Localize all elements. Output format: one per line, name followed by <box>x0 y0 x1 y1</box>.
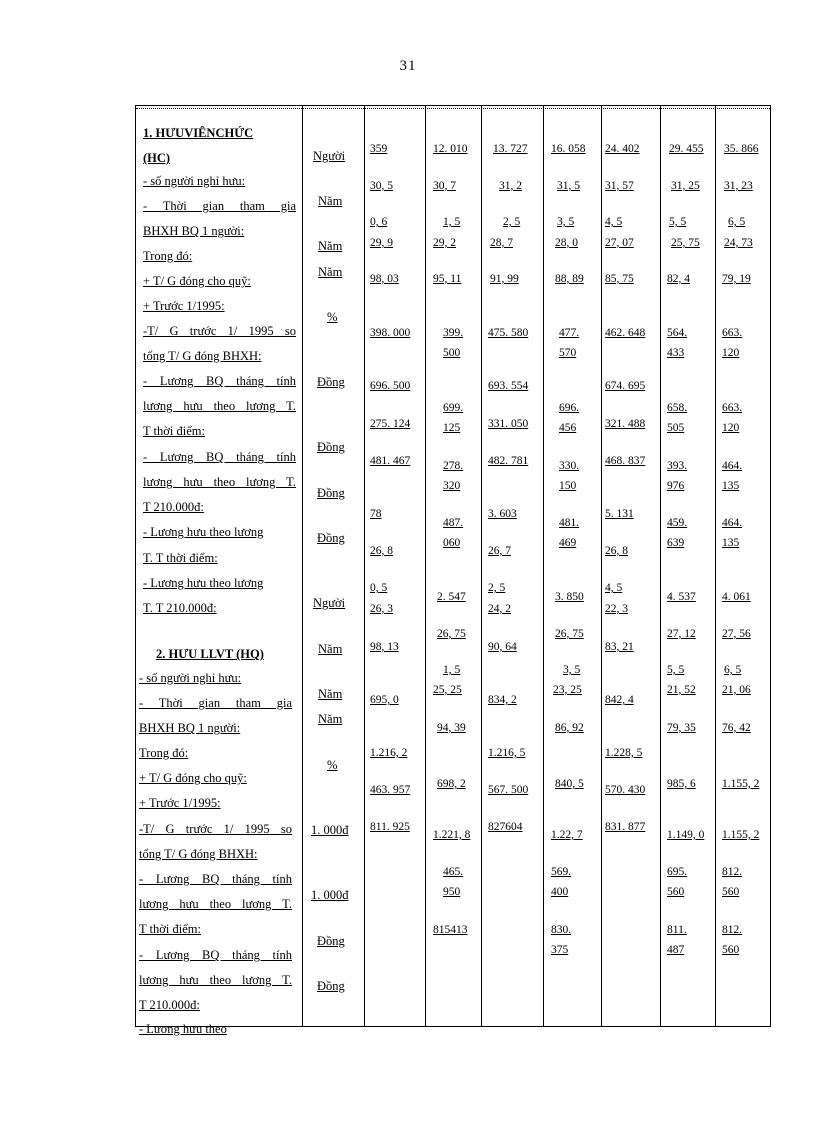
row-label: T 210.000đ: <box>143 500 204 514</box>
table-top-rule <box>136 108 770 109</box>
data-cell: 465. <box>443 866 464 878</box>
data-cell: 827604 <box>488 821 523 833</box>
row-label: - Lương BQ tháng tính <box>143 450 296 464</box>
data-cell: 567. 500 <box>488 784 529 796</box>
data-cell: 5, 5 <box>669 216 687 228</box>
unit-cell: Năm <box>318 712 343 726</box>
unit-cell: Đồng <box>317 375 345 389</box>
data-cell: 95, 11 <box>433 273 462 285</box>
data-cell: 2, 5 <box>503 216 521 228</box>
row-label: Trong đó: <box>139 746 189 760</box>
data-cell: 696. 500 <box>370 380 411 392</box>
row-label: - Lương BQ tháng tính <box>139 948 292 962</box>
data-cell: 150 <box>559 480 577 492</box>
data-cell: 29, 9 <box>370 237 393 249</box>
data-cell: 28, 0 <box>555 237 578 249</box>
data-cell: 13. 727 <box>493 143 528 155</box>
data-cell: 812. <box>722 866 743 878</box>
row-label: BHXH BQ 1 người: <box>143 224 245 238</box>
row-label: -T/ G trước 1/ 1995 so <box>143 324 296 338</box>
data-cell: 26, 3 <box>370 603 393 615</box>
column-divider <box>425 106 426 1026</box>
data-cell: 487 <box>667 944 685 956</box>
unit-cell: Năm <box>318 265 343 279</box>
data-cell: 86, 92 <box>555 722 584 734</box>
data-cell: 505 <box>667 422 685 434</box>
data-cell: 464. <box>722 517 743 529</box>
row-label: T. T thời điểm: <box>143 551 218 565</box>
unit-cell: Năm <box>318 687 343 701</box>
data-cell: 29. 455 <box>669 143 704 155</box>
row-label: - Lương BQ tháng tính <box>139 872 292 886</box>
data-cell: 1, 5 <box>443 216 461 228</box>
row-label: tổng T/ G đóng BHXH: <box>139 847 258 861</box>
data-cell: 375 <box>551 944 569 956</box>
data-cell: 98, 03 <box>370 273 399 285</box>
data-cell: 693. 554 <box>488 380 529 392</box>
data-cell: 698, 2 <box>437 778 466 790</box>
row-label: lương hưu theo lương T. <box>139 897 292 911</box>
column-divider <box>601 106 602 1026</box>
data-cell: 29, 2 <box>433 237 456 249</box>
data-cell: 25, 25 <box>433 684 462 696</box>
row-label-cut: - Lương hưu theo <box>139 1022 227 1036</box>
data-cell: 564. <box>667 327 688 339</box>
data-cell: 90, 64 <box>488 641 517 653</box>
data-cell: 840, 5 <box>555 778 584 790</box>
data-cell: 278. <box>443 460 464 472</box>
data-cell: 135 <box>722 537 740 549</box>
data-cell: 135 <box>722 480 740 492</box>
data-cell: 570. 430 <box>605 784 646 796</box>
data-cell: 400 <box>551 886 569 898</box>
data-cell: 6, 5 <box>724 664 742 676</box>
data-cell: 31, 2 <box>499 180 522 192</box>
unit-cell: Đồng <box>317 531 345 545</box>
row-label: - Lương hưu theo lương <box>143 525 264 539</box>
data-cell: 24, 2 <box>488 603 511 615</box>
unit-cell: 1. 000đ <box>311 888 349 902</box>
data-cell: 976 <box>667 480 685 492</box>
column-divider <box>481 106 482 1026</box>
data-cell: 25, 75 <box>671 237 700 249</box>
column-divider <box>543 106 544 1026</box>
data-cell: 30, 5 <box>370 180 393 192</box>
data-cell: 811. <box>667 924 687 936</box>
row-label: - Thời gian tham gia <box>139 696 292 710</box>
data-cell: 120 <box>722 422 740 434</box>
data-cell: 482. 781 <box>488 455 529 467</box>
data-cell: 456 <box>559 422 577 434</box>
data-cell: 76, 42 <box>722 722 751 734</box>
data-cell: 30, 7 <box>433 180 456 192</box>
data-cell: 5, 5 <box>667 664 685 676</box>
row-label: - Lương hưu theo lương <box>143 576 264 590</box>
row-label: + T/ G đóng cho quỹ: <box>139 771 247 785</box>
data-cell: 399. <box>443 327 464 339</box>
data-cell: 16. 058 <box>551 143 586 155</box>
data-cell: 27, 12 <box>667 628 696 640</box>
data-cell: 695, 0 <box>370 694 399 706</box>
row-label: -T/ G trước 1/ 1995 so <box>139 822 292 836</box>
data-cell: 481. <box>559 517 580 529</box>
data-cell: 321. 488 <box>605 418 646 430</box>
data-cell: 699. <box>443 402 464 414</box>
unit-cell: Đồng <box>317 934 345 948</box>
data-cell: 060 <box>443 537 461 549</box>
data-cell: 35. 866 <box>724 143 759 155</box>
section-heading-abbr: (HC) <box>143 151 171 165</box>
data-cell: 4. 537 <box>667 591 696 603</box>
data-cell: 815413 <box>433 924 468 936</box>
data-cell: 94, 39 <box>437 722 466 734</box>
data-cell: 830. <box>551 924 572 936</box>
unit-cell: % <box>327 310 338 324</box>
data-cell: 834, 2 <box>488 694 517 706</box>
data-cell: 26, 7 <box>488 545 511 557</box>
row-label: T. T 210.000đ: <box>143 601 217 615</box>
section-heading: 1. HƯUVIÊNCHỨC <box>143 126 254 140</box>
data-cell: 125 <box>443 422 461 434</box>
row-label: - số người nghỉ hưu: <box>139 671 242 685</box>
data-cell: 468. 837 <box>605 455 646 467</box>
data-cell: 26, 75 <box>555 628 584 640</box>
data-cell: 1, 5 <box>443 664 461 676</box>
data-cell: 393. <box>667 460 688 472</box>
data-cell: 320 <box>443 480 461 492</box>
data-cell: 91, 99 <box>490 273 519 285</box>
row-label: - Lương BQ tháng tính <box>143 374 296 388</box>
data-cell: 985, 6 <box>667 778 696 790</box>
data-cell: 275. 124 <box>370 418 411 430</box>
data-cell: 2, 5 <box>488 582 506 594</box>
data-cell: 1.22, 7 <box>551 829 583 841</box>
section-heading: 2. HƯU LLVT (HQ) <box>156 647 264 661</box>
data-cell: 464. <box>722 460 743 472</box>
data-cell: 12. 010 <box>433 143 468 155</box>
data-cell: 26, 8 <box>605 545 628 557</box>
unit-cell: % <box>327 758 338 772</box>
data-cell: 83, 21 <box>605 641 634 653</box>
data-cell: 78 <box>370 508 382 520</box>
row-label: T thời điểm: <box>139 922 201 936</box>
row-label: lương hưu theo lương T. <box>143 475 296 489</box>
data-cell: 82, 4 <box>667 273 690 285</box>
data-cell: 4, 5 <box>605 582 623 594</box>
data-cell: 560 <box>722 944 740 956</box>
data-cell: 27, 56 <box>722 628 751 640</box>
data-cell: 560 <box>667 886 685 898</box>
data-cell: 359 <box>370 143 388 155</box>
data-cell: 31, 25 <box>671 180 700 192</box>
data-cell: 2. 547 <box>437 591 466 603</box>
unit-cell: Năm <box>318 642 343 656</box>
data-cell: 570 <box>559 347 577 359</box>
data-cell: 463. 957 <box>370 784 411 796</box>
column-divider <box>660 106 661 1026</box>
data-cell: 85, 75 <box>605 273 634 285</box>
data-cell: 88, 89 <box>555 273 584 285</box>
data-cell: 24. 402 <box>605 143 640 155</box>
data-cell: 26, 8 <box>370 545 393 557</box>
data-cell: 663. <box>722 402 743 414</box>
row-label: T 210.000đ: <box>139 998 200 1012</box>
row-label: lương hưu theo lương T. <box>143 399 296 413</box>
data-cell: 331. 050 <box>488 418 529 430</box>
data-cell: 1.228, 5 <box>605 747 643 759</box>
data-cell: 950 <box>443 886 461 898</box>
data-cell: 695. <box>667 866 688 878</box>
data-cell: 811. 925 <box>370 821 410 833</box>
data-cell: 3, 5 <box>563 664 581 676</box>
data-cell: 31, 23 <box>724 180 753 192</box>
pension-statistics-table <box>135 105 771 1036</box>
data-cell: 481. 467 <box>370 455 411 467</box>
data-cell: 21, 06 <box>722 684 751 696</box>
data-cell: 477. <box>559 327 580 339</box>
data-cell: 560 <box>722 886 740 898</box>
data-cell: 31, 5 <box>557 180 580 192</box>
data-cell: 1.149, 0 <box>667 829 705 841</box>
data-cell: 21, 52 <box>667 684 696 696</box>
data-cell: 433 <box>667 347 685 359</box>
row-label: + Trước 1/1995: <box>143 299 225 313</box>
data-cell: 663. <box>722 327 743 339</box>
data-cell: 1.155, 2 <box>722 829 760 841</box>
data-cell: 831. 877 <box>605 821 646 833</box>
data-cell: 3. 603 <box>488 508 517 520</box>
data-cell: 469 <box>559 537 577 549</box>
column-divider <box>302 106 303 1026</box>
page-number: 31 <box>399 58 417 74</box>
data-cell: 31, 57 <box>605 180 634 192</box>
row-label: + Trước 1/1995: <box>139 796 221 810</box>
unit-cell: Năm <box>318 194 343 208</box>
data-cell: 475. 580 <box>488 327 529 339</box>
data-cell: 569. <box>551 866 572 878</box>
data-cell: 6, 5 <box>728 216 746 228</box>
unit-cell: Người <box>313 149 346 163</box>
data-cell: 22, 3 <box>605 603 628 615</box>
data-cell: 1.216, 5 <box>488 747 526 759</box>
row-label: - số người nghỉ hưu: <box>143 174 246 188</box>
data-cell: 4. 061 <box>722 591 751 603</box>
row-label: T thời điểm: <box>143 424 205 438</box>
data-cell: 812. <box>722 924 743 936</box>
data-cell: 1.221, 8 <box>433 829 471 841</box>
data-cell: 0, 6 <box>370 216 388 228</box>
data-cell: 4, 5 <box>605 216 623 228</box>
data-cell: 459. <box>667 517 688 529</box>
row-label: - Thời gian tham gia <box>143 199 296 213</box>
row-label: lương hưu theo lương T. <box>139 973 292 987</box>
data-cell: 3, 5 <box>557 216 575 228</box>
data-cell: 487. <box>443 517 464 529</box>
unit-cell: Đồng <box>317 486 345 500</box>
data-cell: 3. 850 <box>555 591 584 603</box>
row-label: tổng T/ G đóng BHXH: <box>143 349 262 363</box>
data-cell: 696. <box>559 402 580 414</box>
unit-cell: Đồng <box>317 979 345 993</box>
row-label: Trong đó: <box>143 249 193 263</box>
data-cell: 674. 695 <box>605 380 646 392</box>
data-cell: 1.155, 2 <box>722 778 760 790</box>
data-cell: 24, 73 <box>724 237 753 249</box>
data-cell: 1.216, 2 <box>370 747 408 759</box>
data-cell: 98, 13 <box>370 641 399 653</box>
data-cell: 120 <box>722 347 740 359</box>
data-cell: 27, 07 <box>605 237 634 249</box>
unit-cell: Năm <box>318 239 343 253</box>
data-cell: 462. 648 <box>605 327 646 339</box>
data-cell: 658. <box>667 402 688 414</box>
data-cell: 79, 19 <box>722 273 751 285</box>
data-cell: 500 <box>443 347 461 359</box>
data-cell: 79, 35 <box>667 722 696 734</box>
data-cell: 398. 000 <box>370 327 411 339</box>
data-cell: 330. <box>559 460 580 472</box>
data-cell: 842, 4 <box>605 694 634 706</box>
data-cell: 28, 7 <box>490 237 513 249</box>
column-divider <box>364 106 365 1026</box>
data-cell: 23, 25 <box>553 684 582 696</box>
unit-cell: 1. 000đ <box>311 823 349 837</box>
data-cell: 639 <box>667 537 685 549</box>
row-label: + T/ G đóng cho quỹ: <box>143 274 251 288</box>
row-label: BHXH BQ 1 người: <box>139 721 241 735</box>
data-cell: 0, 5 <box>370 582 388 594</box>
unit-cell: Người <box>313 596 346 610</box>
column-divider <box>715 106 716 1026</box>
unit-cell: Đồng <box>317 440 345 454</box>
data-cell: 26, 75 <box>437 628 466 640</box>
data-cell: 5. 131 <box>605 508 634 520</box>
